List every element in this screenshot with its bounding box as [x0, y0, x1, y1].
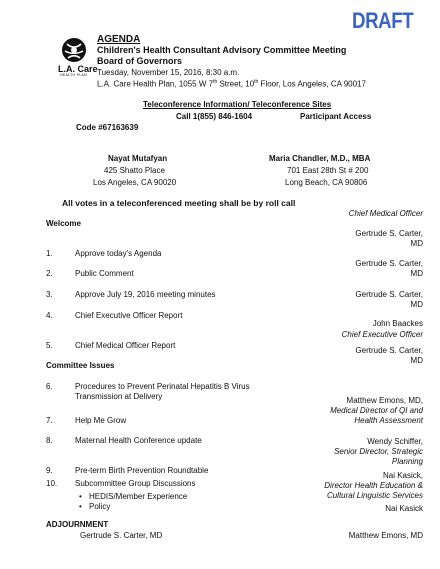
item-1-text: Approve today's Agenda	[75, 249, 162, 258]
site-2-line1: 701 East 28th St # 200	[287, 166, 369, 175]
address-sup-2: th	[254, 79, 259, 85]
item-5-text: Chief Medical Officer Report	[75, 341, 176, 350]
item-2-number: 2.	[46, 269, 53, 278]
item-9-text: Pre-term Birth Prevention Roundtable	[75, 466, 209, 475]
item-6-text-line2: Transmission at Delivery	[75, 392, 163, 401]
site-1-line2: Los Angeles, CA 90020	[93, 178, 177, 187]
committee-name: Children's Health Consultant Advisory Committee Meeting	[97, 45, 347, 55]
item-8-text: Maternal Health Conference update	[75, 436, 202, 445]
item-6-presenter-title: Medical Director of QI and Health Assessment	[330, 406, 423, 425]
bullet-dot-icon: •	[79, 492, 82, 501]
votes-notice: All votes in a teleconferenced meeting shall be by roll call	[62, 198, 296, 208]
item-10-presenter: Nai Kasick	[385, 504, 423, 513]
section-committee-issues: Committee Issues	[46, 361, 115, 370]
meeting-address	[97, 79, 366, 89]
item-3-number: 3.	[46, 290, 53, 299]
item-3-text: Approve July 19, 2016 meeting minutes	[75, 290, 216, 299]
item-6-number: 6.	[46, 382, 53, 391]
address-sup-1: th	[213, 79, 218, 85]
item-3-presenter: John Baackes	[372, 319, 423, 328]
la-care-logo	[57, 36, 98, 77]
item-2-presenter: Gertrude S. Carter, MD	[355, 290, 423, 309]
address-part-2: Street, 10	[217, 79, 255, 89]
address-part-1: L.A. Care Health Plan, 1055 W 7	[97, 79, 214, 89]
agenda-title: AGENDA	[97, 34, 141, 45]
item-8-presenter: Nai Kasick,	[382, 471, 423, 480]
item-1-presenter: Gertrude S. Carter, MD	[355, 259, 423, 278]
item-4-text: Chief Executive Officer Report	[75, 311, 183, 320]
site-2-name: Maria Chandler, M.D., MBA	[269, 154, 371, 163]
site-2-line2: Long Beach, CA 90806	[285, 178, 368, 187]
call-number: Call 1(855) 846-1604	[176, 112, 253, 121]
item-10-number: 10.	[46, 479, 58, 488]
sub-bullet-policy	[79, 502, 111, 511]
site-1-line1: 425 Shatto Place	[104, 166, 165, 175]
participant-access: Participant Access	[300, 112, 372, 121]
item-8-presenter-title: Director Health Education & Cultural Linguistic Services	[324, 481, 423, 500]
section-adjournment: ADJOURNMENT	[46, 520, 109, 529]
item-6-text: Procedures to Prevent Perinatal Hepatitis B Virus	[75, 382, 250, 391]
item-5-number: 5.	[46, 341, 53, 350]
item-7-presenter-title: Senior Director, Strategic Planning	[334, 447, 423, 466]
item-9-number: 9.	[46, 466, 53, 475]
item-2-text: Public Comment	[75, 269, 134, 278]
adjournment-right: Matthew Emons, MD	[348, 531, 423, 540]
item-7-text: Help Me Grow	[75, 416, 127, 425]
adjournment-left: Gertrude S. Carter, MD	[80, 531, 163, 540]
item-7-presenter: Wendy Schiffer,	[367, 437, 423, 446]
meeting-date: Tuesday, November 15, 2016, 8:30 a.m.	[97, 68, 240, 77]
section-welcome: Welcome	[46, 219, 81, 228]
item-1-number: 1.	[46, 249, 53, 258]
item-7-number: 7.	[46, 416, 53, 425]
logo-text: L.A. Care	[58, 64, 98, 74]
bullet-dot-icon: •	[79, 502, 82, 511]
item-10-text: Subcommittee Group Discussions	[75, 479, 196, 488]
welcome-presenter-title: Chief Medical Officer	[348, 209, 423, 218]
board-name: Board of Governors	[97, 56, 183, 66]
sub-bullet-hedis-text: HEDIS/Member Experience	[89, 492, 188, 501]
welcome-presenter-name: Gertrude S. Carter, MD	[355, 229, 423, 248]
address-part-3: Floor, Los Angeles, CA 90017	[258, 79, 366, 89]
item-4-presenter-title: Chief Executive Officer	[341, 330, 423, 339]
teleconference-title: Teleconference Information/ Teleconference Sites	[143, 100, 332, 109]
item-8-number: 8.	[46, 436, 53, 445]
item-5-presenter: Gertrude S. Carter, MD	[355, 346, 423, 365]
sub-bullet-policy-text: Policy	[89, 502, 111, 511]
item-6-presenter: Matthew Emons, MD,	[346, 396, 423, 405]
draft-watermark: DRAFT	[352, 8, 414, 33]
item-4-number: 4.	[46, 311, 53, 320]
site-1-name: Nayat Mutafyan	[108, 154, 168, 163]
logo-subtext: HEALTH PLAN	[60, 73, 87, 77]
sub-bullet-hedis	[79, 492, 188, 501]
access-code: Code #67163639	[76, 123, 139, 132]
